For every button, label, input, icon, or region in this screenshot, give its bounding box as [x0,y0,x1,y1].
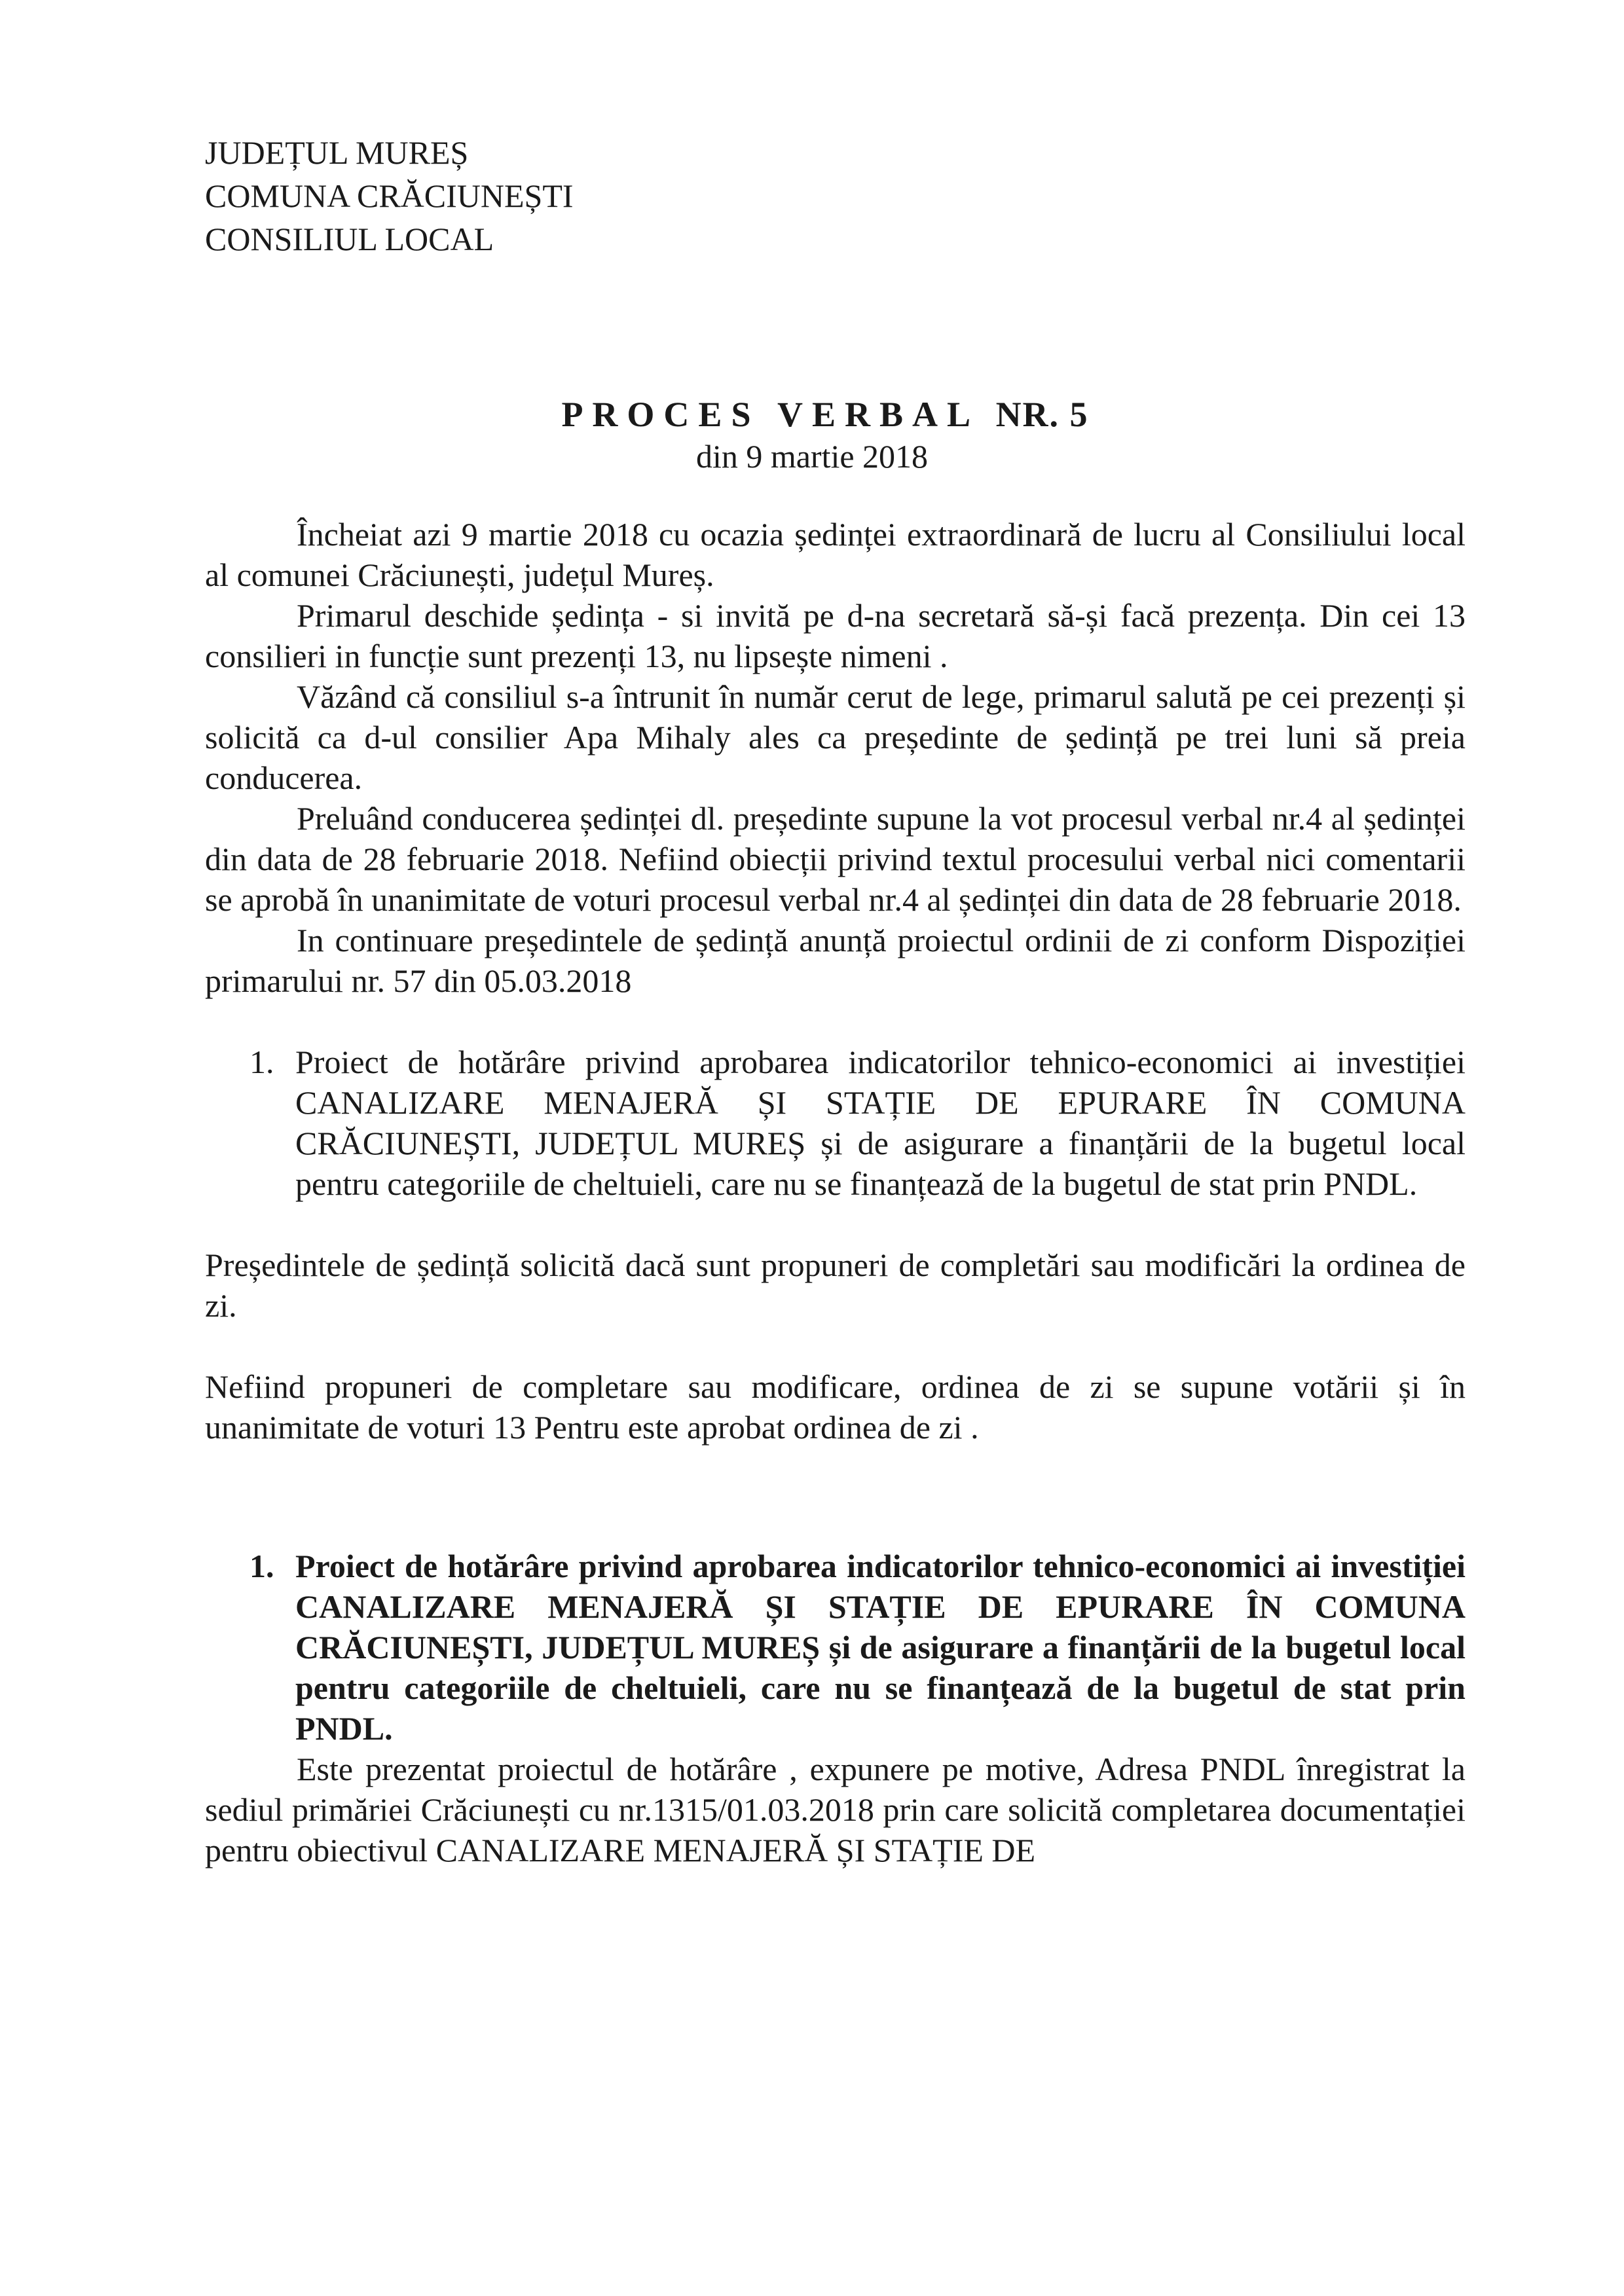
paragraph-president: Văzând că consiliul s-a întrunit în număr cerut de lege, primarul salută pe cei prezenți și solicită ca d-ul consilier Apa Mihaly ales ca președinte de ședință pe trei luni să preia conducerea. [205,678,1466,796]
paragraph-agenda-vote: Nefiind propuneri de completare sau modificare, ordinea de zi se supune votării și în unanimitate de voturi 13 Pentru este aprobat ordinea de zi . [205,1368,1466,1446]
header-commune: COMUNA CRĂCIUNEȘTI [205,177,574,214]
document-date: din 9 martie 2018 [695,438,929,475]
item1-number: 1. [249,1548,274,1584]
agenda-item-number: 1. [249,1044,274,1080]
paragraph-previous-minutes: Preluând conducerea ședinței dl. președinte supune la vot procesul verbal nr.4 al ședinței din data de 28 februarie 2018. Nefiind obiecții privind textul procesului verbal nici comentarii se aprobă în unanimitate de voturi procesul verbal nr.4 al ședinței din data de 28 februarie 2018. [205,800,1466,918]
paragraph-agenda-intro: In continuare președintele de ședință anunță proiectul ordinii de zi conform Dispoziției primarului nr. 57 din 05.03.2018 [205,922,1466,999]
document-body [205,514,1466,1870]
title-main: PROCES VERBAL [561,395,978,434]
paragraph-proposals: Președintele de ședință solicită dacă sunt propuneri de completări sau modificări la ordinea de zi. [205,1247,1466,1324]
document-header [205,131,574,261]
title-number: NR. 5 [995,395,1089,434]
item1-heading-text: Proiect de hotărâre privind aprobarea indicatorilor tehnico-economici ai investiției CANALIZARE MENAJERĂ ȘI STAȚIE DE EPURARE ÎN COMUNA CRĂCIUNEȘTI, JUDEȚUL MUREȘ și de asigurare a finanțării de la bugetul local pentru categoriile de cheltuieli, care nu se finanțează de la bugetul de stat prin PNDL. [295,1548,1466,1747]
paragraph-attendance: Primarul deschide ședința - si invită pe d-na secretară să-și facă prezența. Din cei 13 consilieri in funcție sunt prezenți 13, nu lipsește nimeni . [205,597,1466,674]
item1-paragraph: Este prezentat proiectul de hotărâre , expunere pe motive, Adresa PNDL înregistrat la sediul primăriei Crăciunești cu nr.1315/01.03.2018 prin care solicită completarea documentației pentru obiectivul CANALIZARE MENAJERĂ ȘI STAȚIE DE [205,1751,1466,1868]
paragraph-opening: Încheiat azi 9 martie 2018 cu ocazia ședinței extraordinară de lucru al Consiliului local al comunei Crăciunești, județul Mureș. [205,516,1466,593]
title-block [0,393,1624,477]
document-title [0,393,1624,436]
agenda-item-text: Proiect de hotărâre privind aprobarea indicatorilor tehnico-economici ai investiției CANALIZARE MENAJERĂ ȘI STAȚIE DE EPURARE ÎN COMUNA CRĂCIUNEȘTI, JUDEȚUL MUREȘ și de asigurare a finanțării de la bugetul local pentru categoriile de cheltuieli, care nu se finanțează de la bugetul de stat prin PNDL. [295,1044,1466,1202]
header-council: CONSILIUL LOCAL [205,221,494,257]
agenda-item [205,1042,1466,1204]
header-county: JUDEȚUL MUREȘ [205,134,469,171]
item1-heading [205,1546,1466,1749]
